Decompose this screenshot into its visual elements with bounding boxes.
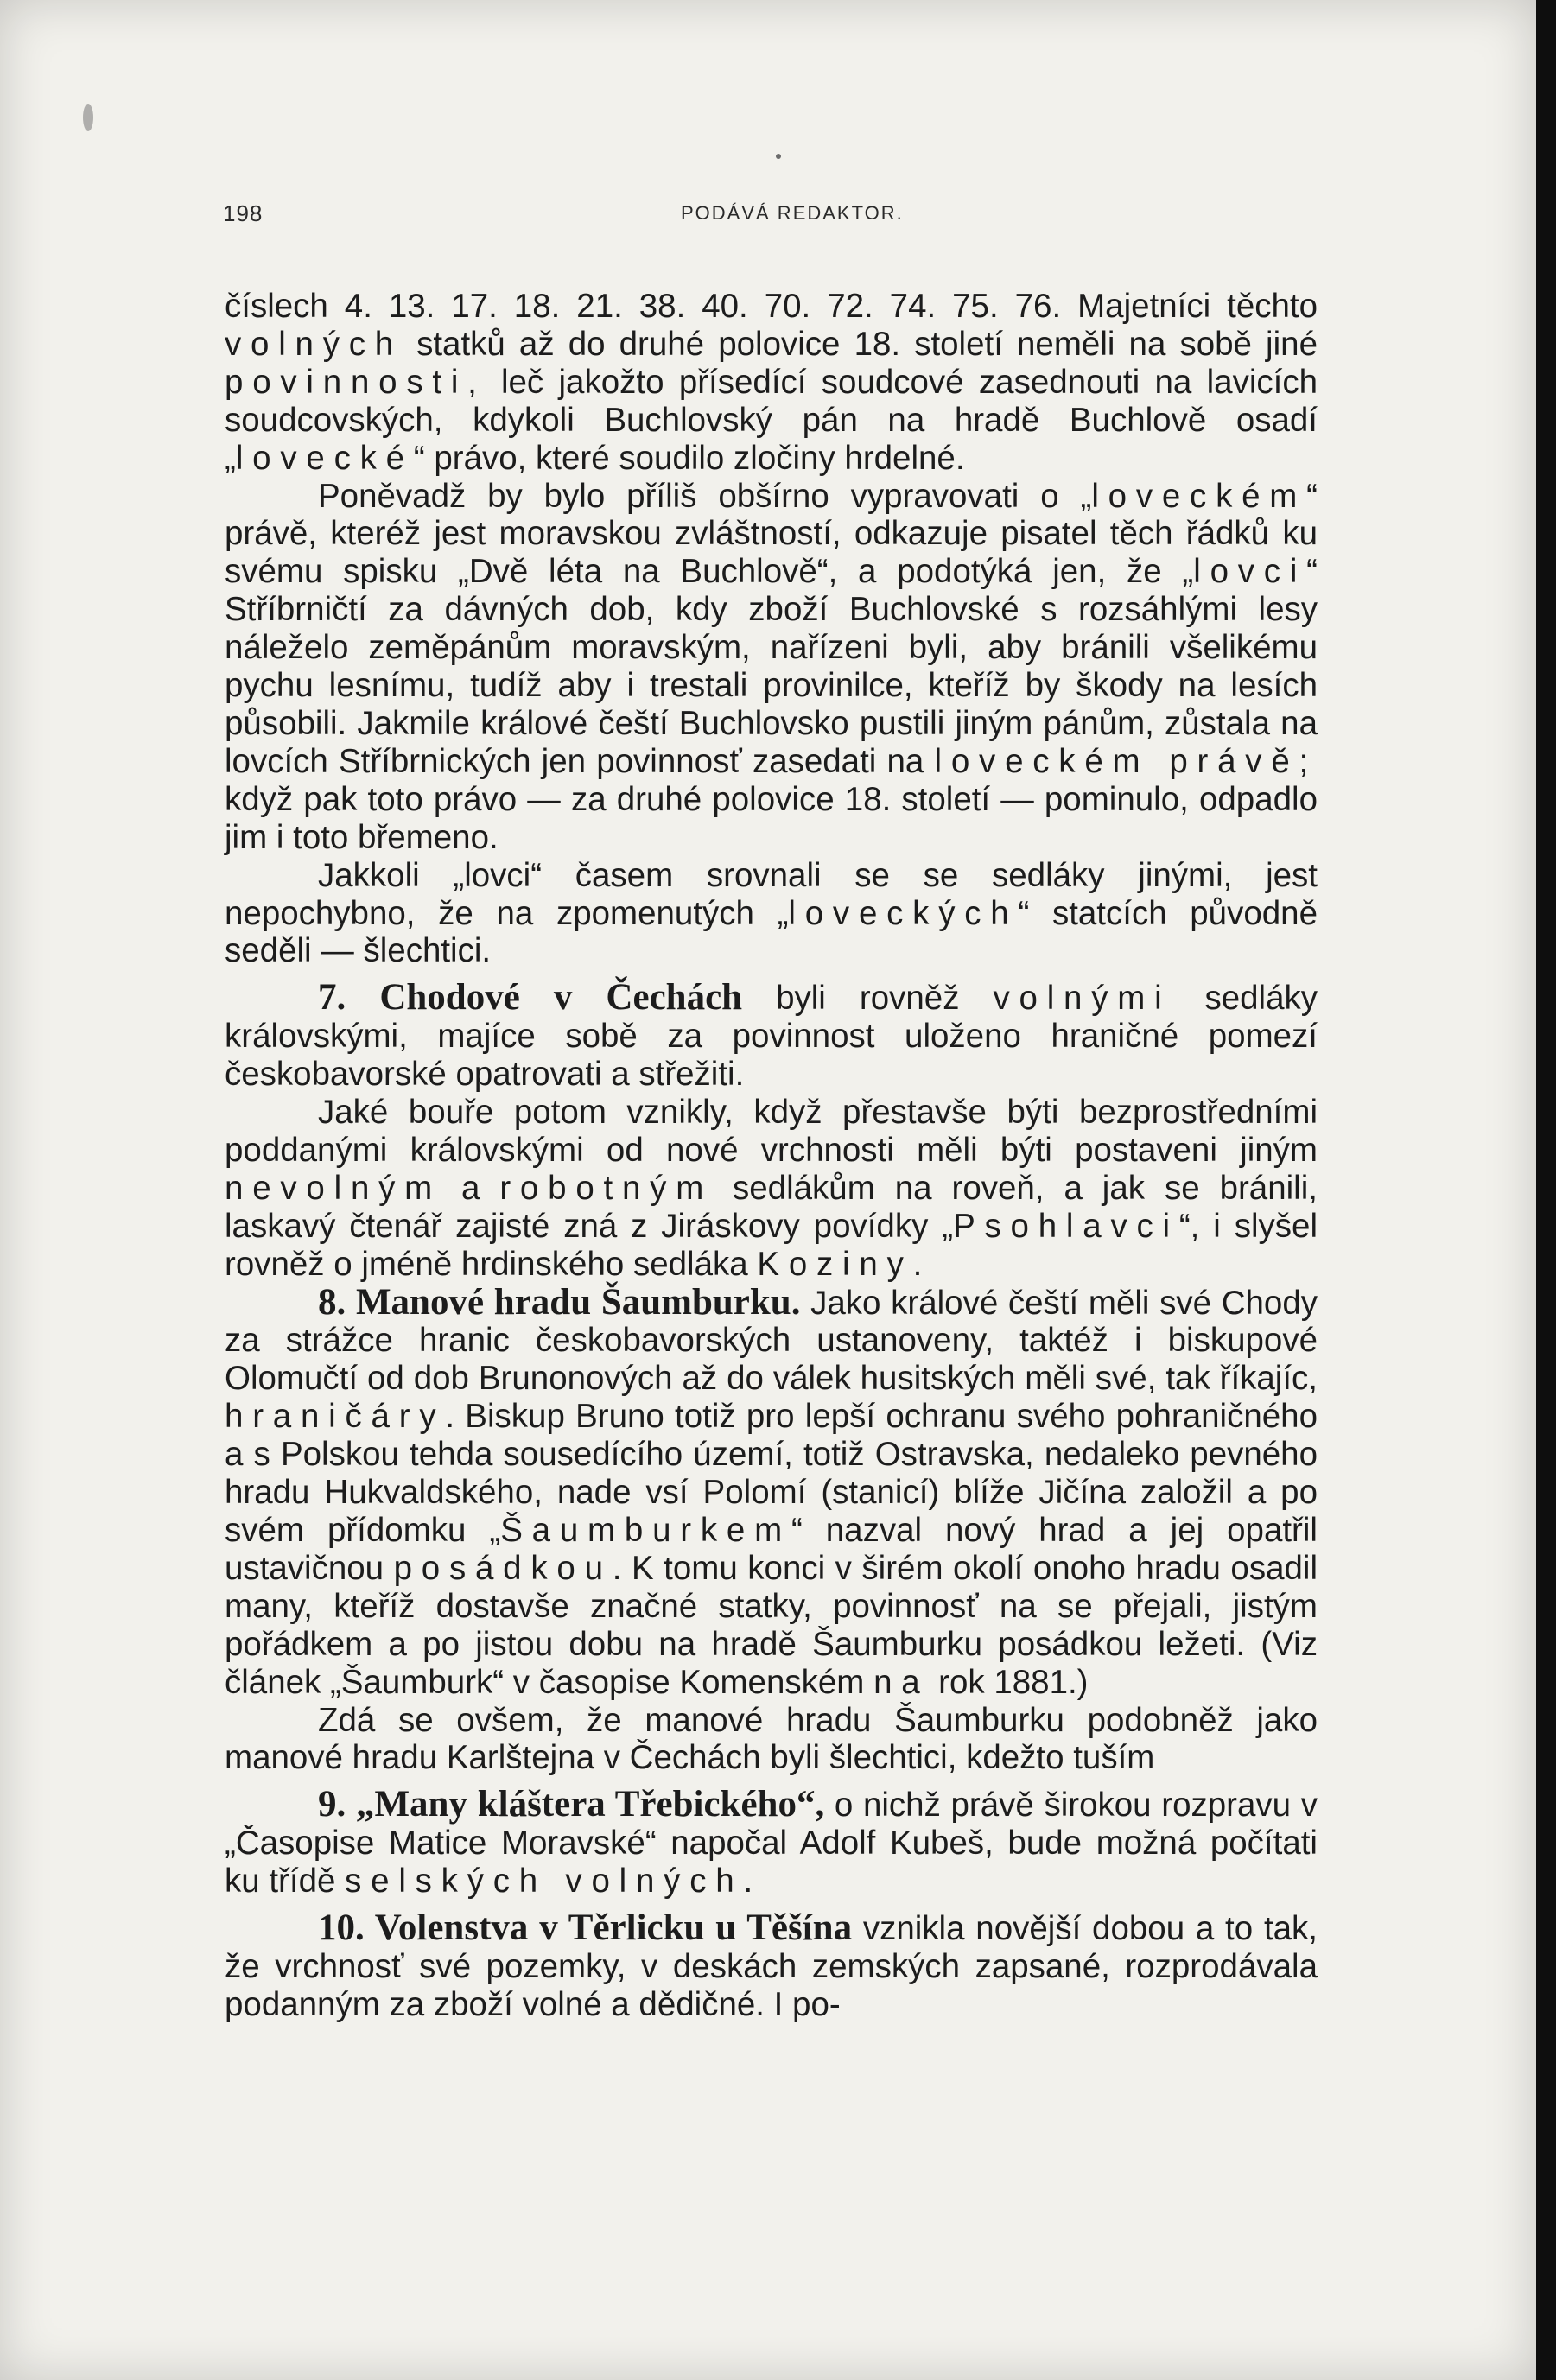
section-heading: 7. Chodové v Čechách — [318, 977, 743, 1019]
paragraph-5: Jaké bouře potom vznikly, když přestavše býti bezprostředními poddanými královskými od nové vrchnosti měli býti postaveni jiným nevolným a robotným sedlákům na roveň, a jak se bránili, laskavý čtenář zajisté zná z Jiráskovy povídky „Psohlavci“, i slyšel rovněž o jméně hrdinského sedláka Koziny. — [225, 1094, 1318, 1283]
section-10: 10. Volenstva v Těrlicku u Těšína vznikla novější dobou a to tak, že vrchnosť své pozemky, v deskách zemských zapsané, rozprodávala podanným za zboží volné a dědičné. I po- — [225, 1907, 1318, 2023]
paragraph-7: Zdá se ovšem, že manové hradu Šaumburku podobněž jako manové hradu Karlštejna v Čechách byli šlechtici, kdežto tuším — [225, 1701, 1318, 1777]
paper-speck — [776, 154, 781, 159]
section-heading: 8. Manové hradu Šaumburku. — [318, 1281, 801, 1323]
spaced-text: Šaumburkem — [500, 1512, 791, 1549]
spaced-text: lovci — [1193, 553, 1307, 591]
page-number: 198 — [223, 200, 264, 226]
spaced-text: lovecké — [235, 439, 414, 477]
spaced-text: Psohlavci — [953, 1207, 1179, 1245]
paragraph-3: Jakkoli „lovci“ časem srovnali se se sedláky jinými, jest nepochybno, že na zpomenutých „loveckých“ statcích původně seděli — šlechtici. — [225, 856, 1318, 970]
paragraph-1: číslech 4. 13. 17. 18. 21. 38. 40. 70. 72. 74. 75. 76. Majetníci těchto volných statků až do druhé polovice 18. století neměli na sobě jiné povinnosti, leč jakožto přísedící soudcové zasednouti na lavicích soudcovských, kdykoli Buchlovský pán na hradě Buchlově osadí „lovecké“ právo, které soudilo zločiny hrdelné. — [225, 288, 1318, 477]
section-7: 7. Chodové v Čechách byli rovněž volnými sedláky královskými, majíce sobě za povinnost uloženo hraničné pomezí českobavorské opatrovati a střežiti. — [225, 977, 1318, 1094]
spaced-text: volných — [225, 325, 403, 363]
paragraph-2: Poněvadž by bylo příliš obšírno vypravovati o „loveckém“ právě, kteréž jest moravskou zvláštností, odkazuje pisatel těch řádků ku svému spisku „Dvě léta na Buchlově“, a podotýká jen, že „lovci“ Stříbrničtí za dávných dob, kdy zboží Buchlovské s rozsáhlými lesy náleželo zeměpánům moravským, nařízeni byli, aby bránili všelikému pychu lesnímu, tudíž aby i trestali provinilce, kteříž by škody na lesích působili. Jakmile králové čeští Buchlovsko pustili jiným pánům, zůstala na lovcích Stříbrnických jen povinnosť zasedati na loveckém právě; když pak toto právo — za druhé polovice 18. století — pominulo, odpadlo jim i toto břemeno. — [225, 477, 1318, 856]
running-title: PODÁVÁ REDAKTOR. — [681, 202, 904, 224]
spaced-text: povinnosti, — [225, 363, 486, 401]
paper-speck — [83, 104, 93, 131]
spaced-text: loveckém — [1091, 477, 1307, 515]
spaced-text: robotným — [499, 1169, 714, 1207]
spaced-text: volnými — [993, 980, 1172, 1018]
spaced-text: loveckých — [788, 894, 1019, 932]
spaced-text: na — [873, 1663, 930, 1701]
spaced-text: Koziny — [757, 1245, 913, 1283]
section-heading: 9. „Many kláštera Třebického“, — [318, 1784, 825, 1825]
spaced-text: selských volných — [345, 1863, 744, 1901]
section-9: 9. „Many kláštera Třebického“, o nichž právě širokou rozpravu v „Časopise Matice Moravské“ napočal Adolf Kubeš, bude možná počítati ku třídě selských volných. — [225, 1784, 1318, 1901]
spaced-text: posádkou — [393, 1549, 613, 1587]
section-heading: 10. Volenstva v Těrlicku u Těšína — [318, 1907, 853, 1949]
spaced-text: loveckém právě; — [934, 742, 1318, 780]
body-text — [225, 288, 1318, 2024]
spaced-text: hraničáry — [225, 1398, 446, 1436]
section-8: 8. Manové hradu Šaumburku. Jako králové čeští měli své Chody za strážce hranic českobavorských ustanoveny, taktéž i biskupové Olomučtí od dob Brunonových až do válek husitských měli své, tak říkajíc, hraničáry. Biskup Bruno totiž pro lepší ochranu svého pohraničného a s Polskou tehda sousedícího území, totiž Ostravska, nedaleko pevného hradu Hukvaldského, nade vsí Polomí (stanicí) blíže Jičína založil a po svém přídomku „Šaumburkem“ nazval nový hrad a jej opatřil ustavičnou posádkou. K tomu konci v širém okolí onoho hradu osadil many, kteříž dostavše značné statky, povinnosť na se přejali, jistým pořádkem a po jistou dobu na hradě Šaumburku posádkou ležeti. (Viz článek „Šaumburk“ v časopise Komenském na rok 1881.) — [225, 1281, 1318, 1701]
scan-edge — [1536, 0, 1556, 2380]
spaced-text: nevolným — [225, 1169, 442, 1207]
